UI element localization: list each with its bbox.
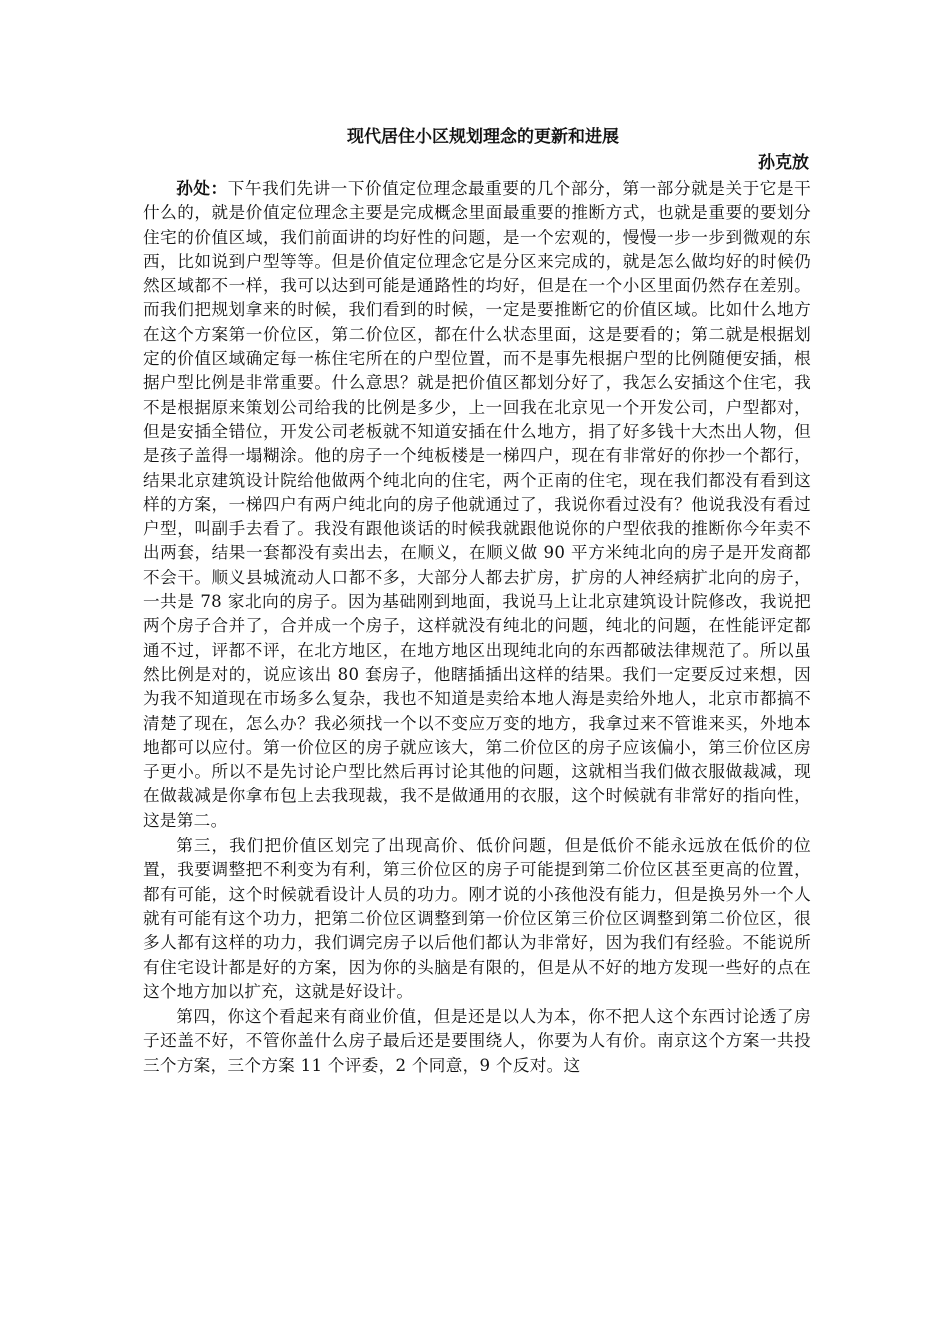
paragraph-1 — [143, 176, 811, 833]
paragraph-1-text: 下午我们先讲一下价值定位理念最重要的几个部分，第一部分就是关于它是干什么的，就是价值定位理念主要是完成概念里面最重要的推断方式，也就是重要的要划分住宅的价值区域，我们前面讲的均好性的问题，是一个宏观的，慢慢一步一步到微观的东西，比如说到户型等等。但是价值定位理念它是分区来完成的，就是怎么做均好的时候仍然区域都不一样，我可以达到可能是通路性的均好，但是在一个小区里面仍然存在差别。而我们把规划拿来的时候，我们看到的时候，一定是要推断它的价值区域。比如什么地方在这个方案第一价位区，第二价位区，都在什么状态里面，这是要看的；第二就是根据划定的价值区域确定每一栋住宅所在的户型位置，而不是事先根据户型的比例随便安插，根据户型比例是非常重要。什么意思？就是把价值区都划分好了，我怎么安插这个住宅，我不是根据原来策划公司给我的比例是多少，上一回我在北京见一个开发公司，户型都对，但是安插全错位，开发公司老板就不知道安插在什么地方，捐了好多钱十大杰出人物，但是孩子盖得一塌糊涂。他的房子一个纯板楼是一梯四户，现在有非常好的你抄一个都行，结果北京建筑设计院给他做两个纯北向的住宅，两个正南的住宅，现在我们都没有看到这样的方案，一梯四户有两户纯北向的房子他就通过了，我说你看过没有？他说我没有看过户型，叫副手去看了。我没有跟他谈话的时候我就跟他说你的户型依我的推断你今年卖不出两套，结果一套都没有卖出去，在顺义，在顺义做 90 平方米纯北向的房子是开发商都不会干。顺义县城流动人口都不多，大部分人都去扩房，扩房的人神经病扩北向的房子，一共是 78 家北向的房子。因为基础刚到地面，我说马上让北京建筑设计院修改，我说把两个房子合并了，合并成一个房子，这样就没有纯北的问题，纯北的问题，在性能评定都通不过，评都不评，在北方地区，在地方地区出现纯北向的东西都破法律规范了。所以虽然比例是对的，说应该出 80 套房子，他瞎插插出这样的结果。我们一定要反过来想，因为我不知道现在市场多么复杂，我也不知道是卖给本地人海是卖给外地人，北京市都搞不清楚了现在，怎么办？我必须找一个以不变应万变的地方，我拿过来不管谁来买，外地本地都可以应付。第一价位区的房子就应该大，第二价位区的房子应该偏小，第三价位区房子更小。所以不是先讨论户型比然后再讨论其他的问题，这就相当我们做衣服做裁减，现在做裁减是你拿布包上去我现裁，我不是做通用的衣服，这个时候就有非常好的指向性，这是第二。 — [143, 179, 811, 830]
paragraph-3: 第四，你这个看起来有商业价值，但是还是以人为本，你不把人这个东西讨论透了房子还盖不好，不管你盖什么房子最后还是要围绕人，你要为人有价。南京这个方案一共投三个方案，三个方案 11 个评委，2 个同意，9 个反对。这 — [143, 1007, 811, 1075]
speaker-label: 孙处： — [176, 178, 228, 198]
document-title: 现代居住小区规划理念的更新和进展 — [347, 127, 619, 147]
paragraph-2: 第三，我们把价值区划完了出现高价、低价问题，但是低价不能永远放在低价的位置，我要调整把不利变为有利，第三价位区的房子可能提到第二价位区甚至更高的位置，都有可能，这个时候就看设计人员的功力。刚才说的小孩他没有能力，但是换另外一个人就有可能有这个功力，把第二价位区调整到第一价位区第三价位区调整到第二价位区，很多人都有这样的功力，我们调完房子以后他们都认为非常好，因为我们有经验。不能说所有住宅设计都是好的方案，因为你的头脑是有限的，但是从不好的地方发现一些好的点在这个地方加以扩充，这就是好设计。 — [143, 836, 811, 1001]
document-author: 孙克放 — [758, 153, 809, 173]
document-page — [143, 124, 811, 1078]
